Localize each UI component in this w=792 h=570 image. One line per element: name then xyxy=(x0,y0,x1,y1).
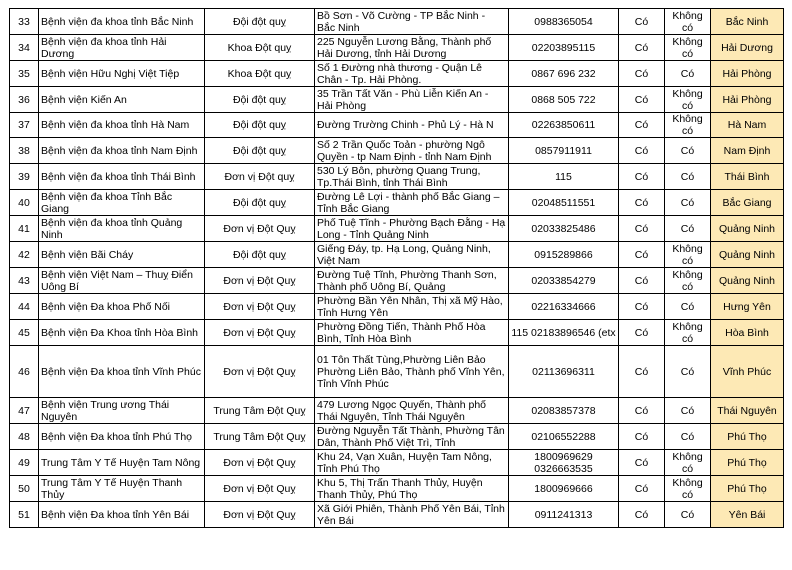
hospital-name-cell: Bệnh viện Đa khoa tỉnh Yên Bái xyxy=(39,502,205,528)
table-row xyxy=(10,164,784,190)
stroke-unit-type-cell: Đội đột quỵ xyxy=(205,87,315,113)
capability-1-cell: Có xyxy=(619,138,665,164)
capability-2-cell: Có xyxy=(665,398,711,424)
capability-1-cell: Có xyxy=(619,216,665,242)
table-row xyxy=(10,502,784,528)
hospital-name-cell: Bệnh viện Kiến An xyxy=(39,87,205,113)
capability-2-cell: Không có xyxy=(665,320,711,346)
phone-number-cell: 02263850611 xyxy=(509,113,619,138)
capability-2-cell: Có xyxy=(665,216,711,242)
province-cell: Bắc Giang xyxy=(711,190,784,216)
stroke-units-table xyxy=(9,8,784,528)
stroke-unit-type-cell: Đơn vị Đột Quỵ xyxy=(205,216,315,242)
address-cell: Đường Tuệ Tĩnh, Phường Thanh Sơn, Thành phố Uông Bí, Quảng xyxy=(315,268,509,294)
capability-2-cell: Có xyxy=(665,424,711,450)
stroke-unit-type-cell: Đơn vị Đột Quỵ xyxy=(205,502,315,528)
phone-number-cell: 0988365054 xyxy=(509,9,619,35)
phone-number-cell: 02033825486 xyxy=(509,216,619,242)
capability-1-cell: Có xyxy=(619,320,665,346)
capability-1-cell: Có xyxy=(619,424,665,450)
hospital-name-cell: Bệnh viện đa khoa tỉnh Quảng Ninh xyxy=(39,216,205,242)
table-row xyxy=(10,113,784,138)
province-cell: Quảng Ninh xyxy=(711,242,784,268)
hospital-name-cell: Bệnh viện Đa khoa tỉnh Phú Thọ xyxy=(39,424,205,450)
address-cell: Phường Bần Yên Nhân, Thị xã Mỹ Hào, Tỉnh Hưng Yên xyxy=(315,294,509,320)
address-cell: Phường Đồng Tiến, Thành Phố Hòa Bình, Tỉnh Hòa Bình xyxy=(315,320,509,346)
address-cell: Xã Giới Phiên, Thành Phố Yên Bái, Tỉnh Yên Bái xyxy=(315,502,509,528)
row-number-cell: 50 xyxy=(10,476,39,502)
capability-2-cell: Không có xyxy=(665,113,711,138)
phone-number-cell: 0867 696 232 xyxy=(509,61,619,87)
table-row xyxy=(10,450,784,476)
hospital-name-cell: Bệnh viện đa khoa tỉnh Bắc Ninh xyxy=(39,9,205,35)
table-row xyxy=(10,294,784,320)
province-cell: Hưng Yên xyxy=(711,294,784,320)
table-row xyxy=(10,190,784,216)
phone-number-cell: 02083857378 xyxy=(509,398,619,424)
stroke-unit-type-cell: Đội đột quỵ xyxy=(205,113,315,138)
province-cell: Phú Thọ xyxy=(711,424,784,450)
address-cell: Khu 5, Thị Trấn Thanh Thủy, Huyện Thanh Thủy, Phú Thọ xyxy=(315,476,509,502)
stroke-unit-type-cell: Đơn vị Đột quỵ xyxy=(205,164,315,190)
hospital-name-cell: Bệnh viện Việt Nam – Thuỵ Điển Uông Bí xyxy=(39,268,205,294)
capability-2-cell: Có xyxy=(665,138,711,164)
address-cell: Đường Nguyễn Tất Thành, Phường Tân Dân, Thành Phố Việt Trì, Tỉnh xyxy=(315,424,509,450)
address-cell: 35 Trần Tất Văn - Phù Liễn Kiến An - Hải Phòng xyxy=(315,87,509,113)
capability-2-cell: Không có xyxy=(665,242,711,268)
hospital-name-cell: Bệnh viện đa khoa tỉnh Hà Nam xyxy=(39,113,205,138)
province-cell: Hải Phòng xyxy=(711,87,784,113)
stroke-unit-type-cell: Đơn vị Đột Quỵ xyxy=(205,476,315,502)
capability-2-cell: Có xyxy=(665,61,711,87)
hospital-name-cell: Trung Tâm Y Tế Huyện Tam Nông xyxy=(39,450,205,476)
row-number-cell: 43 xyxy=(10,268,39,294)
row-number-cell: 48 xyxy=(10,424,39,450)
capability-2-cell: Không có xyxy=(665,87,711,113)
hospital-name-cell: Bệnh viện Đa Khoa tỉnh Hòa Bình xyxy=(39,320,205,346)
address-cell: Bồ Sơn - Võ Cường - TP Bắc Ninh - Bắc Ninh xyxy=(315,9,509,35)
table-row xyxy=(10,320,784,346)
stroke-unit-type-cell: Đơn vị Đột Quỵ xyxy=(205,450,315,476)
hospital-name-cell: Bệnh viện đa khoa tỉnh Nam Định xyxy=(39,138,205,164)
capability-1-cell: Có xyxy=(619,346,665,398)
address-cell: Đường Trường Chinh - Phủ Lý - Hà N xyxy=(315,113,509,138)
row-number-cell: 40 xyxy=(10,190,39,216)
stroke-unit-type-cell: Khoa Đột quỵ xyxy=(205,35,315,61)
row-number-cell: 39 xyxy=(10,164,39,190)
stroke-unit-type-cell: Khoa Đột quỵ xyxy=(205,61,315,87)
capability-1-cell: Có xyxy=(619,398,665,424)
table-row xyxy=(10,9,784,35)
capability-2-cell: Có xyxy=(665,294,711,320)
address-cell: Số 2 Trần Quốc Toản - phường Ngô Quyền - tp Nam Định - tỉnh Nam Định xyxy=(315,138,509,164)
row-number-cell: 49 xyxy=(10,450,39,476)
capability-1-cell: Có xyxy=(619,450,665,476)
row-number-cell: 33 xyxy=(10,9,39,35)
row-number-cell: 51 xyxy=(10,502,39,528)
phone-number-cell: 02106552288 xyxy=(509,424,619,450)
capability-1-cell: Có xyxy=(619,87,665,113)
stroke-unit-type-cell: Trung Tâm Đột Quỵ xyxy=(205,424,315,450)
address-cell: 225 Nguyễn Lương Bằng, Thành phố Hải Dương, tỉnh Hải Dương xyxy=(315,35,509,61)
row-number-cell: 36 xyxy=(10,87,39,113)
table-row xyxy=(10,242,784,268)
address-cell: Số 1 Đường nhà thương - Quận Lê Chân - Tp. Hải Phòng. xyxy=(315,61,509,87)
province-cell: Quảng Ninh xyxy=(711,216,784,242)
phone-number-cell: 1800969666 xyxy=(509,476,619,502)
province-cell: Phú Thọ xyxy=(711,450,784,476)
capability-1-cell: Có xyxy=(619,9,665,35)
capability-1-cell: Có xyxy=(619,113,665,138)
capability-1-cell: Có xyxy=(619,502,665,528)
row-number-cell: 42 xyxy=(10,242,39,268)
table-row xyxy=(10,216,784,242)
capability-1-cell: Có xyxy=(619,190,665,216)
phone-number-cell: 115 02183896546 (etx xyxy=(509,320,619,346)
address-cell: 479 Lương Ngọc Quyến, Thành phố Thái Nguyên, Tỉnh Thái Nguyên xyxy=(315,398,509,424)
hospital-name-cell: Bệnh viện đa khoa tỉnh Thái Bình xyxy=(39,164,205,190)
phone-number-cell: 02048511551 xyxy=(509,190,619,216)
address-cell: Phố Tuệ Tĩnh - Phường Bạch Đằng - Hạ Long - Tỉnh Quảng Ninh xyxy=(315,216,509,242)
stroke-unit-type-cell: Đơn vị Đột Quỵ xyxy=(205,320,315,346)
hospital-name-cell: Bệnh viện Hữu Nghị Việt Tiệp xyxy=(39,61,205,87)
phone-number-cell: 0868 505 722 xyxy=(509,87,619,113)
capability-1-cell: Có xyxy=(619,61,665,87)
hospital-name-cell: Trung Tâm Y Tế Huyện Thanh Thủy xyxy=(39,476,205,502)
address-cell: 530 Lý Bôn, phường Quang Trung, Tp.Thái Bình, tỉnh Thái Bình xyxy=(315,164,509,190)
stroke-unit-type-cell: Đội đột quỵ xyxy=(205,242,315,268)
province-cell: Hải Phòng xyxy=(711,61,784,87)
capability-2-cell: Không có xyxy=(665,9,711,35)
capability-1-cell: Có xyxy=(619,242,665,268)
address-cell: 01 Tôn Thất Tùng,Phường Liên Bảo Phường Liên Bảo, Thành phố Vĩnh Yên, Tỉnh Vĩnh Phúc xyxy=(315,346,509,398)
address-cell: Giếng Đáy, tp. Hạ Long, Quảng Ninh, Việt Nam xyxy=(315,242,509,268)
row-number-cell: 41 xyxy=(10,216,39,242)
province-cell: Quảng Ninh xyxy=(711,268,784,294)
row-number-cell: 37 xyxy=(10,113,39,138)
capability-2-cell: Có xyxy=(665,164,711,190)
phone-number-cell: 02033854279 xyxy=(509,268,619,294)
stroke-unit-type-cell: Đội đột quỵ xyxy=(205,138,315,164)
phone-number-cell: 02216334666 xyxy=(509,294,619,320)
hospital-name-cell: Bệnh viện đa khoa Tỉnh Bắc Giang xyxy=(39,190,205,216)
province-cell: Hải Dương xyxy=(711,35,784,61)
row-number-cell: 35 xyxy=(10,61,39,87)
capability-1-cell: Có xyxy=(619,35,665,61)
hospital-name-cell: Bệnh viện đa khoa tỉnh Hải Dương xyxy=(39,35,205,61)
row-number-cell: 47 xyxy=(10,398,39,424)
hospital-name-cell: Bệnh viện Đa khoa tỉnh Vĩnh Phúc xyxy=(39,346,205,398)
capability-2-cell: Có xyxy=(665,346,711,398)
address-cell: Đường Lê Lợi - thành phố Bắc Giang – Tỉnh Bắc Giang xyxy=(315,190,509,216)
table-row xyxy=(10,476,784,502)
table-row xyxy=(10,268,784,294)
stroke-unit-type-cell: Trung Tâm Đột Quỵ xyxy=(205,398,315,424)
capability-2-cell: Có xyxy=(665,502,711,528)
row-number-cell: 44 xyxy=(10,294,39,320)
row-number-cell: 46 xyxy=(10,346,39,398)
province-cell: Yên Bái xyxy=(711,502,784,528)
capability-2-cell: Không có xyxy=(665,268,711,294)
row-number-cell: 34 xyxy=(10,35,39,61)
capability-2-cell: Không có xyxy=(665,35,711,61)
table-row xyxy=(10,424,784,450)
stroke-unit-type-cell: Đội đột quỵ xyxy=(205,190,315,216)
province-cell: Hòa Bình xyxy=(711,320,784,346)
capability-1-cell: Có xyxy=(619,476,665,502)
stroke-unit-type-cell: Đơn vị Đột Quỵ xyxy=(205,294,315,320)
table-body xyxy=(10,9,784,528)
phone-number-cell: 0915289866 xyxy=(509,242,619,268)
province-cell: Thái Nguyên xyxy=(711,398,784,424)
province-cell: Hà Nam xyxy=(711,113,784,138)
phone-number-cell: 0857911911 xyxy=(509,138,619,164)
table-row xyxy=(10,61,784,87)
phone-number-cell: 0911241313 xyxy=(509,502,619,528)
capability-1-cell: Có xyxy=(619,294,665,320)
stroke-unit-type-cell: Đơn vị Đột Quỵ xyxy=(205,346,315,398)
table-row xyxy=(10,35,784,61)
phone-number-cell: 02113696311 xyxy=(509,346,619,398)
capability-2-cell: Có xyxy=(665,190,711,216)
hospital-name-cell: Bệnh viện Đa khoa Phố Nối xyxy=(39,294,205,320)
capability-2-cell: Không có xyxy=(665,450,711,476)
row-number-cell: 38 xyxy=(10,138,39,164)
address-cell: Khu 24, Vạn Xuân, Huyện Tam Nông, Tỉnh Phú Thọ xyxy=(315,450,509,476)
capability-1-cell: Có xyxy=(619,268,665,294)
province-cell: Nam Định xyxy=(711,138,784,164)
stroke-unit-type-cell: Đội đột quỵ xyxy=(205,9,315,35)
table-row xyxy=(10,87,784,113)
province-cell: Vĩnh Phúc xyxy=(711,346,784,398)
phone-number-cell: 1800969629 0326663535 xyxy=(509,450,619,476)
province-cell: Phú Thọ xyxy=(711,476,784,502)
row-number-cell: 45 xyxy=(10,320,39,346)
table-row xyxy=(10,346,784,398)
phone-number-cell: 02203895115 xyxy=(509,35,619,61)
hospital-name-cell: Bệnh viện Trung ương Thái Nguyên xyxy=(39,398,205,424)
table-row xyxy=(10,398,784,424)
hospital-name-cell: Bệnh viện Bãi Cháy xyxy=(39,242,205,268)
province-cell: Bắc Ninh xyxy=(711,9,784,35)
capability-2-cell: Không có xyxy=(665,476,711,502)
stroke-unit-type-cell: Đơn vị Đột Quỵ xyxy=(205,268,315,294)
table-row xyxy=(10,138,784,164)
capability-1-cell: Có xyxy=(619,164,665,190)
phone-number-cell: 115 xyxy=(509,164,619,190)
province-cell: Thái Bình xyxy=(711,164,784,190)
